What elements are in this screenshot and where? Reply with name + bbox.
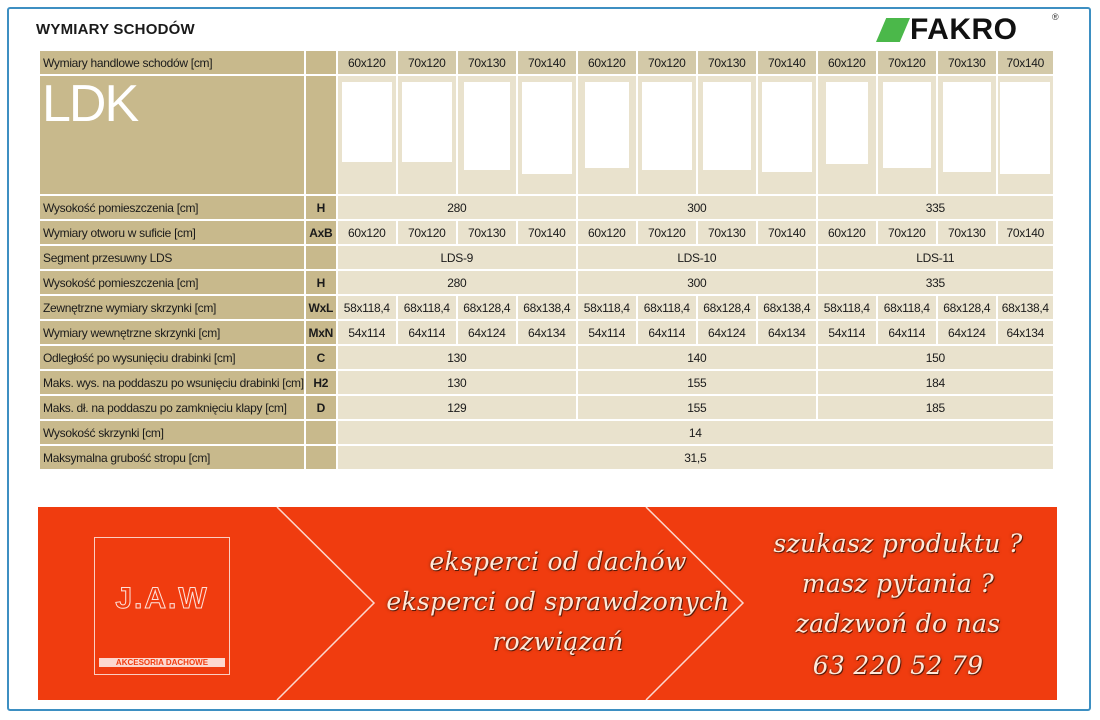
value-cell: 70x130 bbox=[698, 221, 756, 244]
table-row bbox=[40, 271, 1053, 294]
cta-line: szukasz produktu ? bbox=[773, 529, 1023, 558]
ceiling-opening-diagram bbox=[818, 76, 876, 194]
slogan-line: eksperci od sprawdzonych bbox=[386, 587, 730, 616]
value-cell: LDS-9 bbox=[338, 246, 576, 269]
value-cell: 130 bbox=[338, 346, 576, 369]
table-row bbox=[40, 321, 1053, 344]
row-label: Maks. wys. na poddaszu po wsunięciu drabinki [cm] bbox=[40, 371, 304, 394]
value-cell: 68x128,4 bbox=[458, 296, 516, 319]
opening-rectangle bbox=[642, 82, 692, 170]
symbol-cell: H2 bbox=[306, 371, 336, 394]
value-cell: 300 bbox=[578, 196, 816, 219]
row-label: Wysokość skrzynki [cm] bbox=[40, 421, 304, 444]
value-cell: 70x120 bbox=[638, 221, 696, 244]
value-cell: LDS-11 bbox=[818, 246, 1053, 269]
value-cell: 58x118,4 bbox=[338, 296, 396, 319]
symbol-cell bbox=[306, 421, 336, 444]
size-header-cell: 70x130 bbox=[938, 51, 996, 74]
value-cell: 64x114 bbox=[398, 321, 456, 344]
value-cell: 70x120 bbox=[398, 221, 456, 244]
value-cell: 68x138,4 bbox=[998, 296, 1053, 319]
size-header-cell: 70x120 bbox=[878, 51, 936, 74]
value-cell: 64x114 bbox=[878, 321, 936, 344]
slogan-line: eksperci od dachów bbox=[429, 547, 687, 576]
ceiling-opening-diagram bbox=[518, 76, 576, 194]
symbol-cell: WxL bbox=[306, 296, 336, 319]
jaw-banner bbox=[38, 507, 1057, 700]
value-cell: 64x134 bbox=[998, 321, 1053, 344]
value-cell: 68x128,4 bbox=[698, 296, 756, 319]
ceiling-opening-diagram bbox=[458, 76, 516, 194]
value-cell: 129 bbox=[338, 396, 576, 419]
opening-rectangle bbox=[1000, 82, 1050, 174]
slogan-line: rozwiązań bbox=[492, 627, 624, 656]
value-cell: 64x114 bbox=[638, 321, 696, 344]
jaw-logo-subtitle: AKCESORIA DACHOWE bbox=[99, 658, 225, 667]
value-cell: 60x120 bbox=[818, 221, 876, 244]
value-cell: 60x120 bbox=[578, 221, 636, 244]
row-label: Segment przesuwny LDS bbox=[40, 246, 304, 269]
row-label: Wymiary handlowe schodów [cm] bbox=[40, 51, 304, 74]
table-row bbox=[40, 76, 1053, 194]
table-row bbox=[40, 296, 1053, 319]
row-label: Wysokość pomieszczenia [cm] bbox=[40, 196, 304, 219]
table-row bbox=[40, 371, 1053, 394]
opening-rectangle bbox=[464, 82, 510, 170]
cta-line: zadzwoń do nas bbox=[795, 609, 1001, 638]
value-cell: 54x114 bbox=[338, 321, 396, 344]
symbol-cell bbox=[306, 446, 336, 469]
size-header-cell: 60x120 bbox=[338, 51, 396, 74]
value-cell: 185 bbox=[818, 396, 1053, 419]
value-cell: 68x138,4 bbox=[758, 296, 816, 319]
size-header-cell: 70x130 bbox=[698, 51, 756, 74]
value-cell: 70x130 bbox=[458, 221, 516, 244]
value-cell: 150 bbox=[818, 346, 1053, 369]
table-row bbox=[40, 221, 1053, 244]
stairs-dimensions-table bbox=[38, 49, 1055, 471]
value-cell: 68x118,4 bbox=[398, 296, 456, 319]
value-cell: 70x140 bbox=[998, 221, 1053, 244]
value-cell: 60x120 bbox=[338, 221, 396, 244]
jaw-logo-name: J.A.W bbox=[115, 582, 209, 615]
size-header-cell: 70x140 bbox=[998, 51, 1053, 74]
cta-line: masz pytania ? bbox=[801, 569, 995, 598]
page-title: WYMIARY SCHODÓW bbox=[36, 21, 195, 38]
opening-rectangle bbox=[883, 82, 931, 168]
ceiling-opening-diagram bbox=[578, 76, 636, 194]
table-row bbox=[40, 196, 1053, 219]
value-cell: 335 bbox=[818, 271, 1053, 294]
value-cell: 280 bbox=[338, 196, 576, 219]
symbol-cell: AxB bbox=[306, 221, 336, 244]
row-label: Wysokość pomieszczenia [cm] bbox=[40, 271, 304, 294]
opening-rectangle bbox=[703, 82, 751, 170]
registered-mark: ® bbox=[1052, 12, 1059, 22]
value-cell: 58x118,4 bbox=[578, 296, 636, 319]
value-cell: 280 bbox=[338, 271, 576, 294]
value-cell: 14 bbox=[338, 421, 1053, 444]
table-row bbox=[40, 51, 1053, 74]
opening-rectangle bbox=[585, 82, 629, 168]
opening-rectangle bbox=[402, 82, 452, 162]
table-row bbox=[40, 446, 1053, 469]
value-cell: 64x124 bbox=[458, 321, 516, 344]
value-cell: 140 bbox=[578, 346, 816, 369]
size-header-cell: 70x130 bbox=[458, 51, 516, 74]
value-cell: 54x114 bbox=[578, 321, 636, 344]
symbol-cell: H bbox=[306, 196, 336, 219]
opening-rectangle bbox=[342, 82, 392, 162]
value-cell: 68x128,4 bbox=[938, 296, 996, 319]
table-row bbox=[40, 396, 1053, 419]
row-label: Wymiary otworu w suficie [cm] bbox=[40, 221, 304, 244]
ceiling-opening-diagram bbox=[938, 76, 996, 194]
value-cell: 70x140 bbox=[518, 221, 576, 244]
symbol-cell bbox=[306, 51, 336, 74]
row-label: Zewnętrzne wymiary skrzynki [cm] bbox=[40, 296, 304, 319]
value-cell: 70x140 bbox=[758, 221, 816, 244]
size-header-cell: 60x120 bbox=[578, 51, 636, 74]
size-header-cell: 60x120 bbox=[818, 51, 876, 74]
value-cell: 54x114 bbox=[818, 321, 876, 344]
value-cell: 31,5 bbox=[338, 446, 1053, 469]
symbol-cell: D bbox=[306, 396, 336, 419]
size-header-cell: 70x120 bbox=[398, 51, 456, 74]
value-cell: 155 bbox=[578, 396, 816, 419]
symbol-cell bbox=[306, 246, 336, 269]
symbol-cell: MxN bbox=[306, 321, 336, 344]
value-cell: 130 bbox=[338, 371, 576, 394]
row-label: Odległość po wysunięciu drabinki [cm] bbox=[40, 346, 304, 369]
fakro-logo-text: FAKRO bbox=[910, 13, 1018, 46]
value-cell: 184 bbox=[818, 371, 1053, 394]
ceiling-opening-diagram bbox=[398, 76, 456, 194]
row-label: Maksymalna grubość stropu [cm] bbox=[40, 446, 304, 469]
value-cell: 68x118,4 bbox=[878, 296, 936, 319]
value-cell: 300 bbox=[578, 271, 816, 294]
value-cell: LDS-10 bbox=[578, 246, 816, 269]
table-row bbox=[40, 246, 1053, 269]
ceiling-opening-diagram bbox=[338, 76, 396, 194]
size-header-cell: 70x140 bbox=[518, 51, 576, 74]
symbol-cell: H bbox=[306, 271, 336, 294]
row-label: Wymiary wewnętrzne skrzynki [cm] bbox=[40, 321, 304, 344]
symbol-cell bbox=[306, 76, 336, 194]
jaw-logo bbox=[94, 537, 230, 675]
row-label: Maks. dł. na poddaszu po zamknięciu klapy [cm] bbox=[40, 396, 304, 419]
value-cell: 64x134 bbox=[758, 321, 816, 344]
value-cell: 58x118,4 bbox=[818, 296, 876, 319]
opening-rectangle bbox=[826, 82, 868, 164]
ceiling-opening-diagram bbox=[698, 76, 756, 194]
model-name: LDK bbox=[40, 76, 304, 194]
value-cell: 64x124 bbox=[938, 321, 996, 344]
ceiling-opening-diagram bbox=[638, 76, 696, 194]
ceiling-opening-diagram bbox=[758, 76, 816, 194]
value-cell: 68x118,4 bbox=[638, 296, 696, 319]
phone-number[interactable]: 63 220 52 79 bbox=[812, 651, 984, 680]
table-row bbox=[40, 421, 1053, 444]
size-header-cell: 70x120 bbox=[638, 51, 696, 74]
ceiling-opening-diagram bbox=[998, 76, 1053, 194]
value-cell: 335 bbox=[818, 196, 1053, 219]
ceiling-opening-diagram bbox=[878, 76, 936, 194]
value-cell: 68x138,4 bbox=[518, 296, 576, 319]
opening-rectangle bbox=[943, 82, 991, 172]
opening-rectangle bbox=[522, 82, 572, 174]
value-cell: 70x130 bbox=[938, 221, 996, 244]
opening-rectangle bbox=[762, 82, 812, 172]
value-cell: 155 bbox=[578, 371, 816, 394]
size-header-cell: 70x140 bbox=[758, 51, 816, 74]
table-row bbox=[40, 346, 1053, 369]
value-cell: 64x134 bbox=[518, 321, 576, 344]
symbol-cell: C bbox=[306, 346, 336, 369]
value-cell: 64x124 bbox=[698, 321, 756, 344]
value-cell: 70x120 bbox=[878, 221, 936, 244]
